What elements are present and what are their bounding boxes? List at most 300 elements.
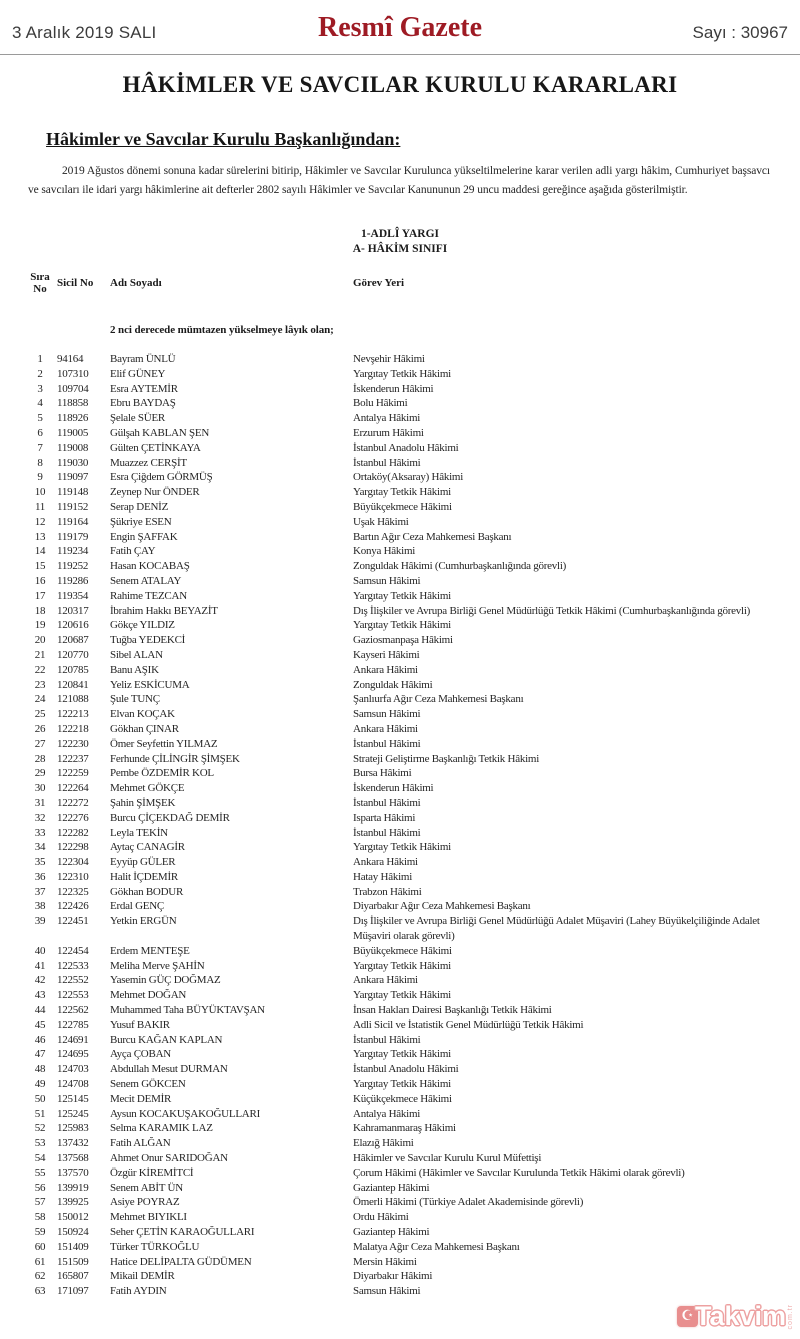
cell-sira-no: 26 (34, 722, 46, 735)
cell-adi-soyadi: Şule TUNÇ (110, 693, 160, 706)
cell-gorev-yeri: Ankara Hâkimi (353, 974, 418, 987)
cell-sicil-no: 151409 (57, 1240, 89, 1253)
cell-gorev-yeri: Büyükçekmece Hâkimi (353, 944, 452, 957)
table-row (0, 678, 796, 693)
table-row (0, 722, 796, 737)
cell-sira-no: 12 (34, 515, 46, 528)
table-row (0, 633, 796, 648)
cell-gorev-yeri: Erzurum Hâkimi (353, 426, 424, 439)
table-row (0, 1136, 796, 1151)
cell-gorev-yeri: Ortaköy(Aksaray) Hâkimi (353, 471, 464, 484)
table-row (0, 1092, 796, 1107)
gazette-issue-number: Sayı : 30967 (692, 23, 788, 42)
table-row (0, 1121, 796, 1136)
column-header-gorev-yeri: Görev Yeri (353, 277, 405, 289)
cell-adi-soyadi: Mikail DEMİR (110, 1270, 175, 1283)
cell-adi-soyadi: Hasan KOCABAŞ (110, 560, 190, 573)
cell-sira-no: 23 (34, 678, 46, 691)
cell-sicil-no: 124695 (57, 1048, 89, 1061)
cell-sicil-no: 118926 (57, 412, 89, 425)
cell-gorev-yeri: Samsun Hâkimi (353, 1285, 421, 1298)
cell-adi-soyadi: Aytaç CANAGİR (110, 841, 185, 854)
table-body (0, 352, 796, 1299)
table-row (0, 885, 796, 900)
cell-sicil-no: 125983 (57, 1122, 89, 1135)
cell-gorev-yeri: Ankara Hâkimi (353, 663, 418, 676)
cell-sicil-no: 94164 (57, 353, 84, 365)
cell-sicil-no: 122533 (57, 959, 89, 972)
intro-paragraph: 2019 Ağustos dönemi sonuna kadar sürelerini bitirip, Hâkimler ve Savcılar Kurulunca yükseltilmelerine karar verilen adli yargı hâkim, Cumhuriyet başsavcı ve savcıları ile idari yargı hâkimlerine ait defterler 2802 sayılı Hâkimler ve Savcılar Kanununun 29 uncu maddesi gereğince aşağıda gösterilmiştir. (28, 165, 770, 196)
cell-adi-soyadi: Özgür KİREMİTCİ (110, 1166, 194, 1179)
cell-adi-soyadi: Esra AYTEMİR (110, 382, 178, 395)
table-row (0, 826, 796, 841)
cell-sira-no: 45 (34, 1018, 46, 1031)
table-row (0, 973, 796, 988)
cell-adi-soyadi: Asiye POYRAZ (110, 1196, 180, 1209)
cell-gorev-yeri: Bolu Hâkimi (353, 397, 408, 410)
cell-sira-no: 46 (34, 1033, 46, 1046)
cell-sicil-no: 137570 (57, 1166, 89, 1179)
cell-sicil-no: 139925 (57, 1196, 89, 1209)
cell-sira-no: 52 (34, 1122, 46, 1135)
table-row (0, 544, 796, 559)
cell-sicil-no: 122237 (57, 752, 89, 765)
cell-adi-soyadi: Fatih ALĞAN (110, 1137, 171, 1150)
cell-sira-no: 47 (34, 1048, 46, 1061)
cell-gorev-yeri: İnsan Hakları Dairesi Başkanlığı Tetkik Hâkimi (353, 1004, 552, 1017)
cell-adi-soyadi: Şelale SÜER (110, 412, 165, 425)
cell-sicil-no: 120785 (57, 663, 89, 676)
cell-adi-soyadi: Türker TÜRKOĞLU (110, 1240, 200, 1253)
cell-adi-soyadi: Hatice DELİPALTA GÜDÜMEN (110, 1255, 252, 1268)
cell-sicil-no: 120770 (57, 648, 89, 661)
table-row (0, 1210, 796, 1225)
cell-sicil-no: 124691 (57, 1033, 89, 1046)
cell-adi-soyadi: Senem ATALAY (110, 574, 182, 587)
cell-sicil-no: 122325 (57, 885, 89, 898)
cell-gorev-yeri: Küçükçekmece Hâkimi (353, 1092, 452, 1105)
table-row (0, 648, 796, 663)
cell-gorev-yeri: Antalya Hâkimi (353, 1107, 421, 1120)
cell-sicil-no: 122553 (57, 989, 89, 1002)
table-row (0, 589, 796, 604)
cell-gorev-yeri: Kayseri Hâkimi (353, 648, 420, 661)
cell-sira-no: 61 (34, 1255, 46, 1268)
takvim-domain-suffix: com.tr (787, 1303, 794, 1330)
cell-sicil-no: 165807 (57, 1270, 89, 1283)
cell-gorev-yeri: Gaziosmanpaşa Hâkimi (353, 634, 453, 647)
cell-sicil-no: 137568 (57, 1152, 89, 1165)
cell-sira-no: 30 (34, 782, 46, 795)
table-row (0, 663, 796, 678)
cell-gorev-yeri: Yargıtay Tetkik Hâkimi (353, 589, 451, 602)
cell-sicil-no: 122552 (57, 974, 89, 987)
cell-adi-soyadi: Ebru BAYDAŞ (110, 397, 176, 410)
cell-gorev-yeri: Ankara Hâkimi (353, 722, 418, 735)
cell-adi-soyadi: Gülten ÇETİNKAYA (110, 441, 201, 454)
cell-sicil-no: 122451 (57, 915, 89, 928)
cell-sira-no: 14 (34, 545, 46, 558)
cell-gorev-yeri: Yargıtay Tetkik Hâkimi (353, 959, 451, 972)
table-row (0, 988, 796, 1003)
cell-sira-no: 34 (34, 841, 46, 854)
cell-gorev-yeri: Zonguldak Hâkimi (Cumhurbaşkanlığında görevli) (353, 560, 567, 573)
cell-adi-soyadi: Ömer Seyfettin YILMAZ (110, 737, 218, 750)
subtitle-adli-yargi: 1-ADLÎ YARGI (360, 228, 440, 240)
cell-gorev-yeri: İstanbul Hâkimi (353, 796, 421, 809)
cell-sira-no: 41 (34, 959, 46, 972)
cell-sira-no: 9 (37, 471, 43, 484)
cell-sira-no: 19 (34, 619, 46, 632)
cell-adi-soyadi: Fatih AYDIN (110, 1285, 167, 1298)
cell-sira-no: 49 (34, 1078, 46, 1091)
cell-sira-no: 2 (37, 367, 43, 380)
table-row (0, 618, 796, 633)
cell-sicil-no: 125145 (57, 1092, 89, 1105)
cell-sicil-no: 118858 (57, 397, 89, 410)
table-row (0, 411, 796, 426)
table-column-headers (0, 271, 790, 295)
cell-sira-no: 39 (34, 915, 46, 928)
cell-gorev-yeri: Büyükçekmece Hâkimi (353, 500, 452, 513)
cell-gorev-yeri: Mersin Hâkimi (353, 1255, 417, 1268)
table-row (0, 500, 796, 515)
cell-adi-soyadi: Engin ŞAFFAK (110, 530, 178, 543)
page-title: HÂKİMLER VE SAVCILAR KURULU KARARLARI (122, 72, 678, 97)
table-row (0, 1255, 796, 1270)
cell-sira-no: 22 (34, 663, 46, 676)
cell-sicil-no: 120687 (57, 634, 89, 647)
cell-gorev-yeri: Elazığ Hâkimi (353, 1137, 414, 1150)
cell-sicil-no: 125245 (57, 1107, 89, 1120)
cell-sira-no: 50 (34, 1092, 46, 1105)
turkish-flag-icon: ☪ (677, 1306, 698, 1327)
cell-gorev-yeri: İskenderun Hâkimi (353, 382, 434, 395)
cell-sira-no: 38 (34, 900, 46, 913)
cell-adi-soyadi: Banu AŞIK (110, 663, 159, 676)
cell-sicil-no: 119148 (57, 486, 89, 499)
cell-sira-no: 59 (34, 1226, 46, 1239)
cell-sicil-no: 119286 (57, 574, 89, 587)
subtitle-block (0, 227, 800, 257)
cell-gorev-yeri: Konya Hâkimi (353, 545, 416, 558)
section-heading: Hâkimler ve Savcılar Kurulu Başkanlığından: (46, 129, 401, 149)
cell-sira-no: 21 (34, 648, 46, 661)
cell-gorev-yeri: Yargıtay Tetkik Hâkimi (353, 486, 451, 499)
cell-gorev-yeri: Trabzon Hâkimi (353, 885, 422, 898)
table-row (0, 1003, 796, 1018)
cell-sira-no: 53 (34, 1137, 46, 1150)
cell-sira-no: 36 (34, 870, 46, 883)
cell-gorev-yeri: Bursa Hâkimi (353, 767, 412, 780)
cell-sira-no: 27 (34, 737, 46, 750)
cell-adi-soyadi: İbrahim Hakkı BEYAZİT (110, 604, 218, 617)
cell-sira-no: 25 (34, 708, 46, 721)
cell-gorev-yeri: Yargıtay Tetkik Hâkimi (353, 1048, 451, 1061)
cell-sira-no: 10 (34, 486, 46, 499)
cell-adi-soyadi: Seher ÇETİN KARAOĞULLARI (110, 1226, 255, 1239)
cell-gorev-yeri: Antalya Hâkimi (353, 412, 421, 425)
cell-adi-soyadi: Serap DENİZ (110, 500, 169, 513)
cell-sicil-no: 124708 (57, 1078, 89, 1091)
cell-sicil-no: 119234 (57, 545, 89, 558)
cell-sicil-no: 122298 (57, 841, 89, 854)
cell-sira-no: 29 (34, 767, 46, 780)
table-row (0, 367, 796, 382)
table-row (0, 707, 796, 722)
table-row (0, 1151, 796, 1166)
table-row (0, 855, 796, 870)
cell-gorev-yeri: Ordu Hâkimi (353, 1211, 409, 1224)
cell-sicil-no: 139919 (57, 1181, 89, 1194)
cell-sicil-no: 119354 (57, 589, 89, 602)
cell-sicil-no: 119179 (57, 530, 89, 543)
cell-gorev-yeri: Diyarbakır Hâkimi (353, 1270, 433, 1283)
cell-sicil-no: 151509 (57, 1255, 89, 1268)
cell-adi-soyadi: Ferhunde ÇİLİNGİR ŞİMŞEK (110, 752, 240, 765)
cell-sicil-no: 122264 (57, 782, 89, 795)
cell-adi-soyadi: Şükriye ESEN (110, 515, 172, 528)
table-row (0, 1107, 796, 1122)
cell-sira-no: 48 (34, 1063, 46, 1076)
cell-adi-soyadi: Ahmet Onur SARIDOĞAN (110, 1152, 228, 1165)
cell-sicil-no: 122562 (57, 1004, 89, 1017)
cell-gorev-yeri: İstanbul Anadolu Hâkimi (353, 441, 459, 454)
cell-sicil-no: 120317 (57, 604, 89, 617)
table-row (0, 959, 796, 974)
table-row (0, 1166, 796, 1181)
cell-gorev-yeri: Yargıtay Tetkik Hâkimi (353, 619, 451, 632)
cell-gorev-yeri: Yargıtay Tetkik Hâkimi (353, 1078, 451, 1091)
cell-adi-soyadi: Pembe ÖZDEMİR KOL (110, 767, 214, 780)
cell-gorev-yeri: Kahramanmaraş Hâkimi (353, 1122, 456, 1135)
cell-gorev-yeri: Hâkimler ve Savcılar Kurulu Kurul Müfettişi (353, 1152, 542, 1165)
cell-gorev-yeri: Bartın Ağır Ceza Mahkemesi Başkanı (353, 530, 512, 543)
cell-gorev-yeri: İskenderun Hâkimi (353, 782, 434, 795)
gazette-title: Resmî Gazete (317, 12, 483, 43)
cell-sira-no: 1 (37, 353, 43, 365)
cell-adi-soyadi: Tuğba YEDEKCİ (110, 634, 186, 647)
cell-gorev-yeri: Malatya Ağır Ceza Mahkemesi Başkanı (353, 1240, 520, 1253)
table-row (0, 1269, 796, 1284)
cell-sira-no: 32 (34, 811, 46, 824)
cell-sira-no: 54 (34, 1152, 46, 1165)
cell-sira-no: 16 (34, 574, 46, 587)
column-header-sicil-no: Sicil No (57, 277, 94, 289)
cell-sira-no: 28 (34, 752, 46, 765)
cell-sira-no: 13 (34, 530, 46, 543)
cell-gorev-yeri: Dış İlişkiler ve Avrupa Birliği Genel Müdürlüğü Tetkik Hâkimi (Cumhurbaşkanlığında görevli) (353, 604, 751, 617)
cell-gorev-yeri: Nevşehir Hâkimi (353, 353, 425, 365)
cell-sira-no: 15 (34, 560, 46, 573)
cell-sira-no: 24 (34, 693, 46, 706)
table-row (0, 485, 796, 500)
table-row (0, 1195, 796, 1210)
cell-sira-no: 60 (34, 1240, 46, 1253)
cell-adi-soyadi: Sibel ALAN (110, 648, 163, 661)
cell-sira-no: 5 (37, 412, 43, 425)
cell-adi-soyadi: Esra Çiğdem GÖRMÜŞ (110, 471, 213, 484)
table-row (0, 870, 796, 885)
table-row (0, 840, 796, 855)
cell-sicil-no: 122310 (57, 870, 89, 883)
table-row (0, 396, 796, 411)
cell-sicil-no: 119005 (57, 426, 89, 439)
cell-adi-soyadi: Senem GÖKCEN (110, 1078, 186, 1091)
cell-sicil-no: 119164 (57, 515, 89, 528)
column-header-sira-no (27, 271, 53, 295)
cell-adi-soyadi: Rahime TEZCAN (110, 589, 187, 602)
cell-sicil-no: 109704 (57, 382, 89, 395)
cell-sira-no: 8 (37, 456, 43, 469)
cell-sira-no: 42 (34, 974, 46, 987)
table-row (0, 914, 796, 944)
cell-gorev-yeri: İstanbul Anadolu Hâkimi (353, 1063, 459, 1076)
cell-sira-no: 7 (37, 441, 43, 454)
cell-sicil-no: 122276 (57, 811, 89, 824)
cell-adi-soyadi: Selma KARAMIK LAZ (110, 1122, 213, 1135)
takvim-watermark (677, 1301, 795, 1332)
cell-gorev-yeri: Samsun Hâkimi (353, 574, 421, 587)
table-row (0, 559, 796, 574)
cell-sira-no: 43 (34, 989, 46, 1002)
cell-sicil-no: 119097 (57, 471, 89, 484)
cell-sicil-no: 122785 (57, 1018, 89, 1031)
cell-gorev-yeri: Ankara Hâkimi (353, 856, 418, 869)
cell-sicil-no: 124703 (57, 1063, 89, 1076)
table-row (0, 692, 796, 707)
cell-sicil-no: 119030 (57, 456, 89, 469)
cell-sira-no: 58 (34, 1211, 46, 1224)
takvim-logo-text: Takvim (694, 1301, 786, 1331)
cell-gorev-yeri: Şanlıurfa Ağır Ceza Mahkemesi Başkanı (353, 693, 524, 706)
cell-sira-no: 57 (34, 1196, 46, 1209)
column-header-sira-line2: No (33, 283, 47, 295)
table-row (0, 1018, 796, 1033)
cell-sira-no: 63 (34, 1285, 46, 1298)
cell-gorev-yeri: Yargıtay Tetkik Hâkimi (353, 841, 451, 854)
table-row (0, 796, 796, 811)
cell-sira-no: 4 (37, 397, 43, 410)
cell-adi-soyadi: Fatih ÇAY (110, 545, 156, 558)
cell-gorev-yeri: Yargıtay Tetkik Hâkimi (353, 989, 451, 1002)
cell-sicil-no: 122454 (57, 944, 89, 957)
cell-adi-soyadi: Elif GÜNEY (110, 367, 166, 380)
cell-sicil-no: 119252 (57, 560, 89, 573)
cell-adi-soyadi: Mecit DEMİR (110, 1092, 172, 1105)
table-row (0, 811, 796, 826)
cell-gorev-yeri: İstanbul Hâkimi (353, 456, 421, 469)
table-row (0, 441, 796, 456)
cell-adi-soyadi: Ayça ÇOBAN (110, 1048, 171, 1061)
cell-sira-no: 62 (34, 1270, 46, 1283)
cell-sicil-no: 122230 (57, 737, 89, 750)
cell-adi-soyadi: Senem ABİT ÜN (110, 1181, 183, 1194)
cell-sicil-no: 120841 (57, 678, 89, 691)
table-row (0, 1225, 796, 1240)
cell-adi-soyadi: Muazzez CERŞİT (110, 456, 187, 469)
table-row (0, 899, 796, 914)
table-row (0, 456, 796, 471)
subtitle-hakim-sinifi: A- HÂKİM SINIFI (352, 243, 448, 255)
cell-gorev-yeri: Zonguldak Hâkimi (353, 678, 433, 691)
cell-sira-no: 37 (34, 885, 46, 898)
table-row (0, 1033, 796, 1048)
column-header-adi-soyadi: Adı Soyadı (110, 277, 162, 289)
cell-sira-no: 35 (34, 856, 46, 869)
cell-adi-soyadi: Erdem MENTEŞE (110, 944, 190, 957)
masthead-bar (0, 0, 800, 55)
cell-gorev-yeri: Strateji Geliştirme Başkanlığı Tetkik Hâkimi (353, 752, 539, 765)
cell-adi-soyadi: Zeynep Nur ÖNDER (110, 486, 200, 499)
cell-adi-soyadi: Gökhan ÇINAR (110, 722, 179, 735)
cell-gorev-yeri: Çorum Hâkimi (Hâkimler ve Savcılar Kurulunda Tetkik Hâkimi olarak görevli) (353, 1166, 685, 1179)
cell-adi-soyadi: Gökhan BODUR (110, 885, 184, 898)
cell-gorev-yeri: Yargıtay Tetkik Hâkimi (353, 367, 451, 380)
cell-gorev-yeri: İstanbul Hâkimi (353, 737, 421, 750)
cell-adi-soyadi: Mehmet BIYIKLI (110, 1211, 187, 1224)
cell-sira-no: 40 (34, 944, 46, 957)
cell-adi-soyadi: Şahin ŞİMŞEK (110, 796, 176, 809)
cell-adi-soyadi: Aysun KOCAKUŞAKOĞULLARI (110, 1107, 260, 1120)
cell-adi-soyadi: Yusuf BAKIR (110, 1018, 170, 1031)
cell-sicil-no: 122259 (57, 767, 89, 780)
table-row (0, 766, 796, 781)
cell-sicil-no: 120616 (57, 619, 89, 632)
cell-sicil-no: 137432 (57, 1137, 89, 1150)
table-row (0, 781, 796, 796)
cell-adi-soyadi: Meliha Merve ŞAHİN (110, 959, 205, 972)
cell-adi-soyadi: Gökçe YILDIZ (110, 619, 175, 632)
cell-gorev-yeri: Gaziantep Hâkimi (353, 1226, 430, 1239)
table-row (0, 426, 796, 441)
cell-sira-no: 56 (34, 1181, 46, 1194)
cell-gorev-yeri: Uşak Hâkimi (353, 515, 409, 528)
cell-sira-no: 33 (34, 826, 46, 839)
cell-sira-no: 31 (34, 796, 46, 809)
table-row (0, 1284, 796, 1299)
cell-adi-soyadi: Burcu ÇİÇEKDAĞ DEMİR (110, 811, 230, 824)
cell-sicil-no: 122218 (57, 722, 89, 735)
cell-sira-no: 55 (34, 1166, 46, 1179)
cell-adi-soyadi: Muhammed Taha BÜYÜKTAVŞAN (110, 1004, 265, 1017)
cell-sicil-no: 121088 (57, 693, 89, 706)
cell-sicil-no: 107310 (57, 367, 89, 380)
cell-sicil-no: 122213 (57, 708, 89, 721)
table-row (0, 1077, 796, 1092)
cell-adi-soyadi: Leyla TEKİN (110, 826, 168, 839)
cell-adi-soyadi: Bayram ÜNLÜ (110, 353, 176, 365)
table-row (0, 470, 796, 485)
table-group-label: 2 nci derecede mümtazen yükselmeye lâyık olan; (110, 324, 334, 336)
table-row (0, 944, 796, 959)
cell-sira-no: 11 (34, 500, 46, 513)
cell-sicil-no: 122426 (57, 900, 89, 913)
gazette-date: 3 Aralık 2019 SALI (12, 23, 157, 42)
cell-gorev-yeri: Samsun Hâkimi (353, 708, 421, 721)
cell-gorev-yeri: Isparta Hâkimi (353, 811, 416, 824)
table-row (0, 574, 796, 589)
cell-sicil-no: 150924 (57, 1226, 89, 1239)
table-row (0, 1047, 796, 1062)
cell-sira-no: 18 (34, 604, 46, 617)
cell-sicil-no: 122272 (57, 796, 89, 809)
cell-gorev-yeri: Dış İlişkiler ve Avrupa Birliği Genel Müdürlüğü Adalet Müşaviri (Lahey Büyükelçiliğinde Adalet Müşaviri olarak görevli) (353, 915, 760, 943)
cell-sicil-no: 171097 (57, 1285, 89, 1298)
cell-sicil-no: 122304 (57, 856, 89, 869)
table-row (0, 752, 796, 767)
cell-adi-soyadi: Yetkin ERGÜN (110, 915, 177, 928)
